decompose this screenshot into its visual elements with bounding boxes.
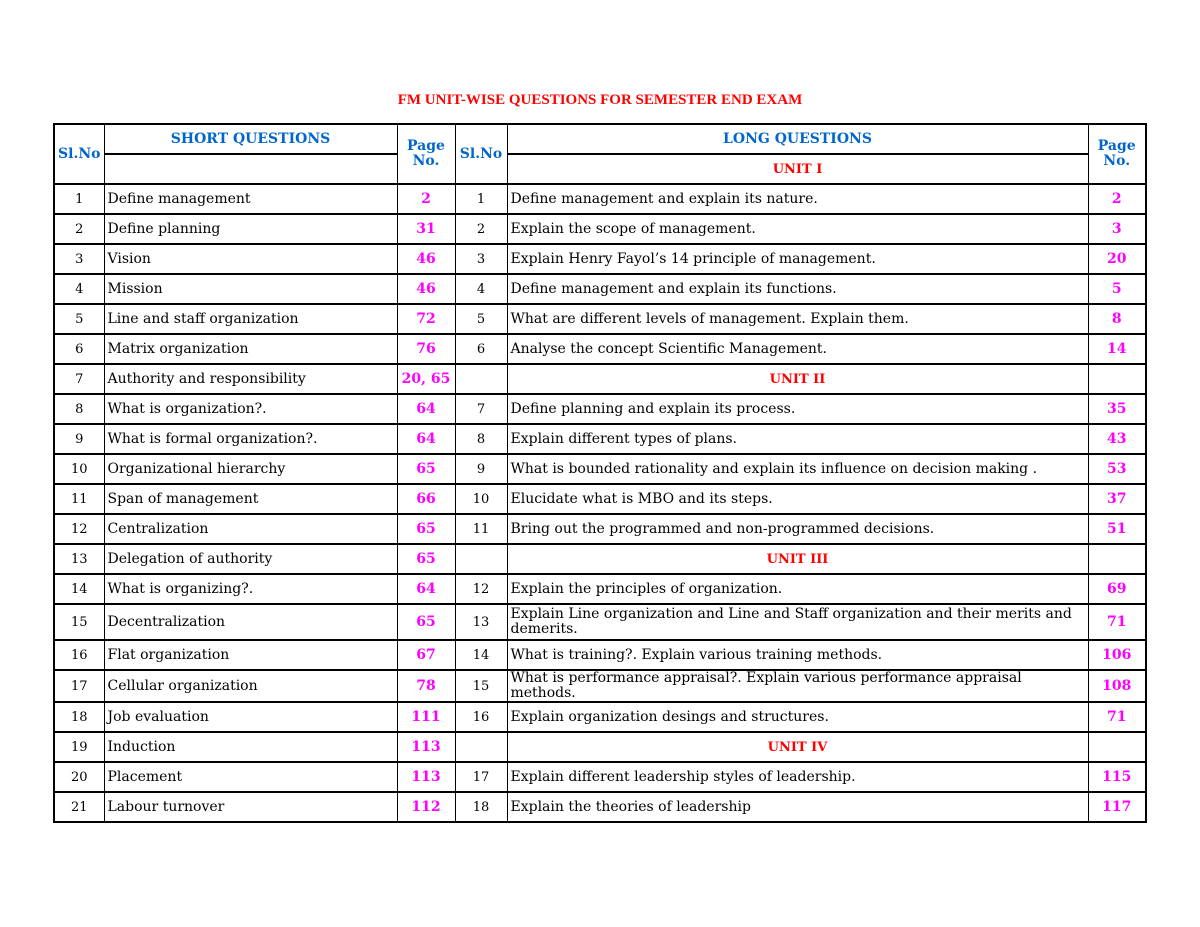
long-question-number: 11 [455, 514, 507, 544]
long-question-page: 3 [1088, 214, 1146, 244]
header-slno-short: Sl.No [54, 124, 104, 184]
long-question-page: 53 [1088, 454, 1146, 484]
long-question-number: 7 [455, 394, 507, 424]
unit-heading: UNIT II [507, 364, 1088, 394]
table-row [54, 484, 1146, 514]
long-question-page: 106 [1088, 640, 1146, 670]
long-question-number: 15 [455, 670, 507, 702]
short-question-page: 78 [397, 670, 455, 702]
short-question-number: 16 [54, 640, 104, 670]
long-question-text: Define management and explain its nature. [507, 184, 1088, 214]
long-question-text: Explain different leadership styles of leadership. [507, 762, 1088, 792]
header-page-no-short: Page No. [397, 124, 455, 184]
long-question-text: Analyse the concept Scientific Management. [507, 334, 1088, 364]
short-question-number: 9 [54, 424, 104, 454]
table-row [54, 424, 1146, 454]
short-question-text: Placement [104, 762, 397, 792]
long-question-text: Explain the principles of organization. [507, 574, 1088, 604]
short-question-page: 64 [397, 424, 455, 454]
long-question-page [1088, 732, 1146, 762]
table-row [54, 670, 1146, 702]
long-question-number [455, 364, 507, 394]
long-question-text: Explain organization desings and structures. [507, 702, 1088, 732]
long-question-text: Explain the scope of management. [507, 214, 1088, 244]
short-question-text: Decentralization [104, 604, 397, 640]
short-question-text: Authority and responsibility [104, 364, 397, 394]
short-question-text: Labour turnover [104, 792, 397, 822]
short-question-number: 7 [54, 364, 104, 394]
short-question-text: Mission [104, 274, 397, 304]
short-question-text: What is formal organization?. [104, 424, 397, 454]
short-question-page: 112 [397, 792, 455, 822]
table-row [54, 274, 1146, 304]
short-question-page: 46 [397, 244, 455, 274]
long-question-number: 13 [455, 604, 507, 640]
unit-heading: UNIT III [507, 544, 1088, 574]
short-question-page: 65 [397, 604, 455, 640]
long-question-number: 2 [455, 214, 507, 244]
long-question-page: 8 [1088, 304, 1146, 334]
short-question-number: 21 [54, 792, 104, 822]
long-question-text: What is training?. Explain various training methods. [507, 640, 1088, 670]
short-question-page: 46 [397, 274, 455, 304]
short-question-text: What is organizing?. [104, 574, 397, 604]
long-question-page: 108 [1088, 670, 1146, 702]
long-question-number [455, 732, 507, 762]
long-question-page: 71 [1088, 604, 1146, 640]
short-question-number: 5 [54, 304, 104, 334]
table-row [54, 454, 1146, 484]
header-page-no-long: Page No. [1088, 124, 1146, 184]
table-row [54, 364, 1146, 394]
header-long-questions: LONG QUESTIONS [507, 124, 1088, 154]
short-question-text: What is organization?. [104, 394, 397, 424]
table-row [54, 792, 1146, 822]
short-question-number: 11 [54, 484, 104, 514]
table-row [54, 244, 1146, 274]
long-question-number: 3 [455, 244, 507, 274]
short-question-text: Induction [104, 732, 397, 762]
table-row [54, 574, 1146, 604]
long-question-text: Explain Henry Fayol’s 14 principle of management. [507, 244, 1088, 274]
long-question-number: 5 [455, 304, 507, 334]
short-question-number: 12 [54, 514, 104, 544]
short-question-text: Centralization [104, 514, 397, 544]
header-slno-long: Sl.No [455, 124, 507, 184]
long-question-number: 18 [455, 792, 507, 822]
short-question-text: Delegation of authority [104, 544, 397, 574]
long-question-text: What are different levels of management. Explain them. [507, 304, 1088, 334]
table-row [54, 640, 1146, 670]
short-question-text: Line and staff organization [104, 304, 397, 334]
short-question-number: 1 [54, 184, 104, 214]
header-short-blank [104, 154, 397, 184]
document-title: FM UNIT-WISE QUESTIONS FOR SEMESTER END EXAM [397, 92, 803, 108]
short-question-number: 14 [54, 574, 104, 604]
short-question-text: Matrix organization [104, 334, 397, 364]
table-row [54, 394, 1146, 424]
questions-table [53, 123, 1147, 823]
unit-heading: UNIT IV [507, 732, 1088, 762]
short-question-page: 111 [397, 702, 455, 732]
short-question-page: 64 [397, 574, 455, 604]
table-row [54, 184, 1146, 214]
short-question-text: Flat organization [104, 640, 397, 670]
long-question-number: 4 [455, 274, 507, 304]
short-question-page: 113 [397, 732, 455, 762]
long-question-text: Elucidate what is MBO and its steps. [507, 484, 1088, 514]
table-row [54, 304, 1146, 334]
long-question-page: 115 [1088, 762, 1146, 792]
long-question-text: Explain Line organization and Line and Staff organization and their merits and demerits. [507, 604, 1088, 640]
long-question-text: Explain different types of plans. [507, 424, 1088, 454]
short-question-page: 65 [397, 514, 455, 544]
long-question-number: 17 [455, 762, 507, 792]
short-question-number: 13 [54, 544, 104, 574]
long-question-number: 6 [455, 334, 507, 364]
long-question-number: 14 [455, 640, 507, 670]
short-question-text: Span of management [104, 484, 397, 514]
short-question-number: 15 [54, 604, 104, 640]
long-question-text: Bring out the programmed and non-programmed decisions. [507, 514, 1088, 544]
long-question-number: 1 [455, 184, 507, 214]
short-question-number: 19 [54, 732, 104, 762]
long-question-page: 14 [1088, 334, 1146, 364]
short-question-number: 10 [54, 454, 104, 484]
table-row [54, 702, 1146, 732]
long-question-page: 69 [1088, 574, 1146, 604]
short-question-page: 64 [397, 394, 455, 424]
short-question-text: Define management [104, 184, 397, 214]
long-question-page [1088, 364, 1146, 394]
short-question-page: 65 [397, 454, 455, 484]
long-question-text: Define planning and explain its process. [507, 394, 1088, 424]
short-question-text: Vision [104, 244, 397, 274]
short-question-number: 8 [54, 394, 104, 424]
short-question-page: 65 [397, 544, 455, 574]
long-question-page: 5 [1088, 274, 1146, 304]
long-question-text: Explain the theories of leadership [507, 792, 1088, 822]
long-question-page [1088, 544, 1146, 574]
short-question-text: Job evaluation [104, 702, 397, 732]
table-row [54, 544, 1146, 574]
short-question-page: 72 [397, 304, 455, 334]
short-question-page: 66 [397, 484, 455, 514]
long-question-page: 51 [1088, 514, 1146, 544]
long-question-text: Define management and explain its functions. [507, 274, 1088, 304]
long-question-page: 35 [1088, 394, 1146, 424]
table-row [54, 732, 1146, 762]
short-question-text: Cellular organization [104, 670, 397, 702]
short-question-page: 113 [397, 762, 455, 792]
short-question-page: 67 [397, 640, 455, 670]
long-question-number: 9 [455, 454, 507, 484]
short-question-number: 3 [54, 244, 104, 274]
long-question-number: 12 [455, 574, 507, 604]
long-question-number: 8 [455, 424, 507, 454]
long-question-number [455, 544, 507, 574]
long-question-number: 16 [455, 702, 507, 732]
short-question-number: 2 [54, 214, 104, 244]
short-question-page: 20, 65 [397, 364, 455, 394]
long-question-text: What is bounded rationality and explain its influence on decision making . [507, 454, 1088, 484]
long-question-page: 71 [1088, 702, 1146, 732]
long-question-text: What is performance appraisal?. Explain various performance appraisal methods. [507, 670, 1088, 702]
short-question-number: 18 [54, 702, 104, 732]
table-row [54, 762, 1146, 792]
long-question-page: 37 [1088, 484, 1146, 514]
long-question-page: 117 [1088, 792, 1146, 822]
table-row [54, 514, 1146, 544]
short-question-page: 31 [397, 214, 455, 244]
table-row [54, 604, 1146, 640]
short-question-text: Define planning [104, 214, 397, 244]
long-question-page: 20 [1088, 244, 1146, 274]
header-short-questions: SHORT QUESTIONS [104, 124, 397, 154]
short-question-page: 2 [397, 184, 455, 214]
short-question-number: 17 [54, 670, 104, 702]
short-question-page: 76 [397, 334, 455, 364]
short-question-number: 20 [54, 762, 104, 792]
short-question-number: 4 [54, 274, 104, 304]
unit-heading: UNIT I [507, 154, 1088, 184]
table-row [54, 334, 1146, 364]
table-row [54, 214, 1146, 244]
long-question-page: 43 [1088, 424, 1146, 454]
short-question-text: Organizational hierarchy [104, 454, 397, 484]
long-question-number: 10 [455, 484, 507, 514]
long-question-page: 2 [1088, 184, 1146, 214]
short-question-number: 6 [54, 334, 104, 364]
